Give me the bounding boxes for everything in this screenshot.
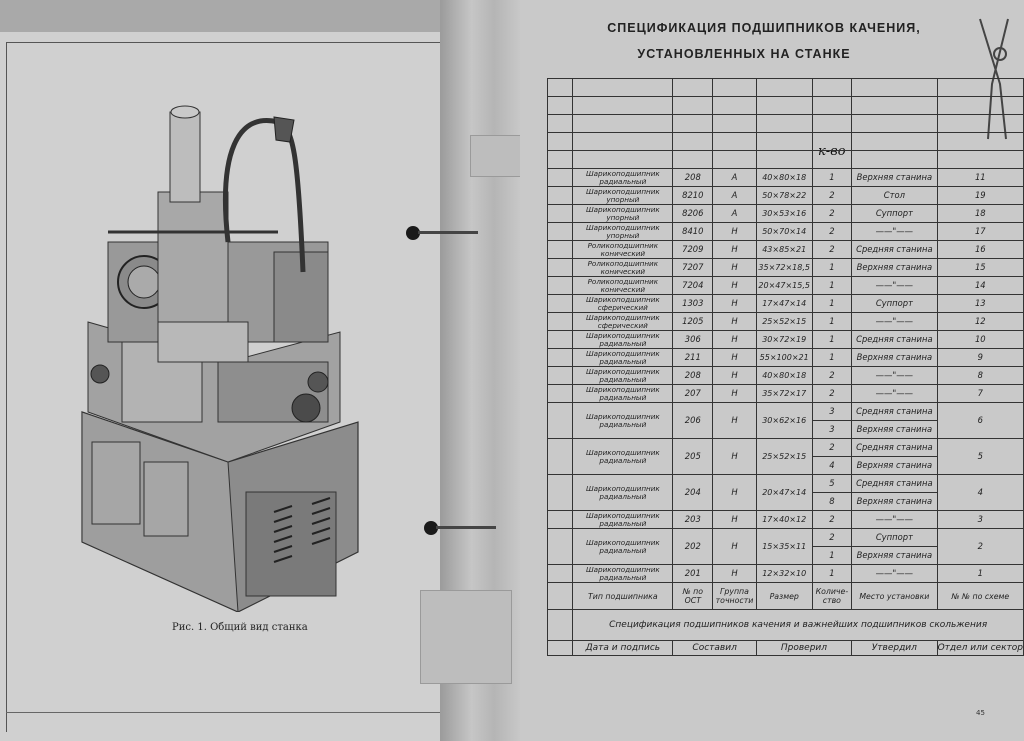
quantity: 2 <box>829 190 835 200</box>
row-margin <box>548 187 573 205</box>
ost-number: 1205 <box>673 313 713 331</box>
accuracy-group: Н <box>713 223 757 241</box>
bearing-type: Роликоподшипник конический <box>573 277 673 295</box>
bearing-type: Шарикоподшипник радиальный <box>573 475 673 511</box>
accuracy-group: Н <box>713 565 757 583</box>
row-margin <box>548 475 573 511</box>
table-row <box>548 511 1024 529</box>
install-place: Верхняя станина <box>852 546 936 564</box>
ost-number: 8410 <box>673 223 713 241</box>
install-place: Средняя станина <box>856 244 933 254</box>
bearing-size: 15×35×11 <box>756 529 812 565</box>
place-cell <box>852 313 937 331</box>
install-place: Верхняя станина <box>856 172 933 182</box>
ost-number: 7207 <box>673 259 713 277</box>
quantity: 2 <box>829 370 835 380</box>
quantity-cell <box>812 511 852 529</box>
bearing-type: Шарикоподшипник радиальный <box>573 385 673 403</box>
ost-number: 8206 <box>673 205 713 223</box>
accuracy-group: Н <box>713 511 757 529</box>
ost-number: 211 <box>673 349 713 367</box>
quantity-cell <box>812 259 852 277</box>
bearing-type: Шарикоподшипник упорный <box>573 205 673 223</box>
row-margin <box>548 529 573 565</box>
table-row <box>548 529 1024 565</box>
bearing-size: 20×47×14 <box>756 475 812 511</box>
ost-number: 202 <box>673 529 713 565</box>
ost-number: 204 <box>673 475 713 511</box>
quantity: 1 <box>829 352 835 362</box>
bearing-size: 55×100×21 <box>756 349 812 367</box>
blank-row <box>548 97 1024 115</box>
quantity: 3 <box>813 420 852 438</box>
machine-illustration <box>78 92 368 612</box>
row-margin <box>548 277 573 295</box>
quantity-cell <box>812 205 852 223</box>
quantity: 2 <box>829 388 835 398</box>
accuracy-group: Н <box>713 403 757 439</box>
accuracy-group: Н <box>713 313 757 331</box>
install-place: ——"—— <box>875 226 914 236</box>
scheme-number: 9 <box>937 349 1023 367</box>
quantity: 1 <box>829 568 835 578</box>
row-margin <box>548 511 573 529</box>
scheme-number: 15 <box>937 259 1023 277</box>
install-place: Верхняя станина <box>852 420 936 438</box>
row-margin <box>548 205 573 223</box>
scheme-number: 3 <box>937 511 1023 529</box>
bearing-size: 40×80×18 <box>756 169 812 187</box>
bearing-size: 17×47×14 <box>756 295 812 313</box>
install-place: ——"—— <box>875 370 914 380</box>
bearing-type: Шарикоподшипник радиальный <box>573 439 673 475</box>
bearing-size: 35×72×18,5 <box>756 259 812 277</box>
quantity-cell <box>812 529 852 565</box>
install-place: Верхняя станина <box>856 262 933 272</box>
bearing-type: Шарикоподшипник радиальный <box>573 169 673 187</box>
header-size: Размер <box>756 583 812 610</box>
accuracy-group: Н <box>713 331 757 349</box>
bearing-type: Роликоподшипник конический <box>573 259 673 277</box>
bearing-size: 25×52×15 <box>756 439 812 475</box>
accuracy-group: Н <box>713 385 757 403</box>
quantity: 5 <box>829 478 835 488</box>
quantity: 1 <box>829 262 835 272</box>
place-cell <box>852 439 937 475</box>
row-margin <box>548 367 573 385</box>
quantity-cell <box>812 223 852 241</box>
accuracy-group: Н <box>713 529 757 565</box>
place-cell <box>852 511 937 529</box>
ost-number: 203 <box>673 511 713 529</box>
blank-row <box>548 79 1024 97</box>
install-place: Суппорт <box>875 532 913 542</box>
place-cell <box>852 223 937 241</box>
scheme-number: 7 <box>937 385 1023 403</box>
sign-checked: Проверил <box>756 641 851 656</box>
scheme-number: 6 <box>937 403 1023 439</box>
page-border <box>6 712 451 713</box>
bearing-size: 43×85×21 <box>756 241 812 259</box>
quantity: 1 <box>829 280 835 290</box>
bearing-size: 35×72×17 <box>756 385 812 403</box>
header-group: Группа точности <box>713 583 757 610</box>
place-cell <box>852 241 937 259</box>
table-row <box>548 475 1024 511</box>
row-margin <box>548 403 573 439</box>
bearing-type: Шарикоподшипник сферический <box>573 295 673 313</box>
bearing-type: Шарикоподшипник радиальный <box>573 331 673 349</box>
table-row <box>548 205 1024 223</box>
scheme-number: 5 <box>937 439 1023 475</box>
bearing-spec-table <box>547 78 1024 656</box>
scheme-number: 1 <box>937 565 1023 583</box>
scheme-number: 17 <box>937 223 1023 241</box>
quantity: 2 <box>829 208 835 218</box>
header-type: Тип подшипника <box>573 583 673 610</box>
table-row <box>548 295 1024 313</box>
quantity-cell <box>812 565 852 583</box>
install-place: Суппорт <box>875 298 913 308</box>
bearing-size: 30×62×16 <box>756 403 812 439</box>
accuracy-group: Н <box>713 241 757 259</box>
scheme-number: 19 <box>937 187 1023 205</box>
accuracy-group: Н <box>713 367 757 385</box>
accuracy-group: А <box>713 205 757 223</box>
binding-cord <box>436 526 496 529</box>
quantity: 2 <box>829 226 835 236</box>
table-row <box>548 367 1024 385</box>
quantity-cell <box>812 241 852 259</box>
quantity: 4 <box>813 456 852 474</box>
place-cell <box>852 367 937 385</box>
place-cell <box>852 187 937 205</box>
bearing-size: 25×52×15 <box>756 313 812 331</box>
table-row <box>548 241 1024 259</box>
figure-caption: Рис. 1. Общий вид станка <box>172 622 308 633</box>
sign-date: Дата и подпись <box>573 641 673 656</box>
scheme-number: 4 <box>937 475 1023 511</box>
quantity-cell <box>812 439 852 475</box>
table-row <box>548 169 1024 187</box>
install-place: Средняя станина <box>856 442 933 452</box>
bearing-type: Шарикоподшипник радиальный <box>573 529 673 565</box>
accuracy-group: Н <box>713 295 757 313</box>
bearing-type: Шарикоподшипник радиальный <box>573 349 673 367</box>
spec-table-body <box>548 79 1024 583</box>
row-margin <box>548 331 573 349</box>
ost-number: 205 <box>673 439 713 475</box>
quantity-cell <box>812 277 852 295</box>
ost-number: 7204 <box>673 277 713 295</box>
scheme-number: 18 <box>937 205 1023 223</box>
place-cell <box>852 205 937 223</box>
place-cell <box>852 475 937 511</box>
page-border <box>6 42 451 43</box>
spec-title-line1: СПЕЦИФИКАЦИЯ ПОДШИПНИКОВ КАЧЕНИЯ, <box>607 21 921 35</box>
quantity: 2 <box>829 442 835 452</box>
install-place: Средняя станина <box>856 334 933 344</box>
bearing-size: 50×70×14 <box>756 223 812 241</box>
scheme-number: 12 <box>937 313 1023 331</box>
table-row <box>548 187 1024 205</box>
place-cell <box>852 331 937 349</box>
row-margin <box>548 223 573 241</box>
row-margin <box>548 565 573 583</box>
scheme-number: 10 <box>937 331 1023 349</box>
accuracy-group: А <box>713 187 757 205</box>
scheme-number: 13 <box>937 295 1023 313</box>
quantity: 1 <box>829 334 835 344</box>
row-margin <box>548 349 573 367</box>
sign-approved: Утвердил <box>852 641 937 656</box>
ost-number: 1303 <box>673 295 713 313</box>
ost-number: 306 <box>673 331 713 349</box>
row-margin <box>548 439 573 475</box>
quantity-cell <box>812 187 852 205</box>
accuracy-group: Н <box>713 439 757 475</box>
place-cell <box>852 403 937 439</box>
quantity: 8 <box>813 492 852 510</box>
quantity-cell <box>812 367 852 385</box>
row-margin <box>548 295 573 313</box>
row-margin <box>548 313 573 331</box>
install-place: ——"—— <box>875 568 914 578</box>
row-margin <box>548 385 573 403</box>
blank-row <box>548 115 1024 133</box>
bearing-type: Шарикоподшипник сферический <box>573 313 673 331</box>
install-place: Верхняя станина <box>856 352 933 362</box>
footer-title: Спецификация подшипников качения и важнейших подшипников скольжения <box>573 610 1024 641</box>
footer-title-row <box>548 610 1024 641</box>
page-number: 45 <box>976 709 985 717</box>
bearing-type: Шарикоподшипник радиальный <box>573 403 673 439</box>
quantity-cell <box>812 475 852 511</box>
install-place: ——"—— <box>875 280 914 290</box>
bearing-type: Шарикоподшипник радиальный <box>573 565 673 583</box>
accuracy-group: Н <box>713 277 757 295</box>
torn-fold <box>420 590 512 684</box>
table-row <box>548 403 1024 439</box>
scheme-number: 11 <box>937 169 1023 187</box>
row-margin <box>548 259 573 277</box>
place-cell <box>852 259 937 277</box>
row-margin <box>548 169 573 187</box>
place-cell <box>852 169 937 187</box>
table-row <box>548 331 1024 349</box>
install-place: ——"—— <box>875 514 914 524</box>
blank-row <box>548 133 1024 151</box>
table-row <box>548 313 1024 331</box>
sign-dept: Отдел или сектор <box>937 641 1023 656</box>
quantity: 1 <box>829 316 835 326</box>
bearing-type: Роликоподшипник конический <box>573 241 673 259</box>
quantity: 2 <box>829 244 835 254</box>
scheme-number: 16 <box>937 241 1023 259</box>
bearing-size: 30×53×16 <box>756 205 812 223</box>
binding-cord <box>418 231 478 234</box>
signature-row <box>548 641 1024 656</box>
quantity: 1 <box>829 298 835 308</box>
table-header-row <box>548 583 1024 610</box>
accuracy-group: А <box>713 169 757 187</box>
table-row <box>548 259 1024 277</box>
place-cell <box>852 295 937 313</box>
place-cell <box>852 565 937 583</box>
header-ost: № по ОСТ <box>673 583 713 610</box>
table-row <box>548 385 1024 403</box>
accuracy-group: Н <box>713 349 757 367</box>
install-place: Суппорт <box>875 208 913 218</box>
bearing-type: Шарикоподшипник радиальный <box>573 511 673 529</box>
place-cell <box>852 277 937 295</box>
blank-row <box>548 151 1024 169</box>
bearing-size: 50×78×22 <box>756 187 812 205</box>
quantity: 1 <box>813 546 852 564</box>
table-row <box>548 277 1024 295</box>
install-place: Верхняя станина <box>852 492 936 510</box>
row-margin <box>548 241 573 259</box>
quantity-cell <box>812 169 852 187</box>
ost-number: 208 <box>673 367 713 385</box>
quantity: 1 <box>829 172 835 182</box>
ost-number: 208 <box>673 169 713 187</box>
bearing-size: 17×40×12 <box>756 511 812 529</box>
place-cell <box>852 349 937 367</box>
bearing-size: 30×72×19 <box>756 331 812 349</box>
quantity-cell <box>812 313 852 331</box>
bearing-type: Шарикоподшипник упорный <box>573 223 673 241</box>
ost-number: 8210 <box>673 187 713 205</box>
place-cell <box>852 385 937 403</box>
install-place: ——"—— <box>875 388 914 398</box>
quantity: 3 <box>829 406 835 416</box>
ost-number: 207 <box>673 385 713 403</box>
header-qty: Количе-ство <box>812 583 852 610</box>
install-place: Стол <box>883 190 905 200</box>
page-border <box>6 42 7 732</box>
bearing-size: 20×47×15,5 <box>756 277 812 295</box>
quantity: 2 <box>829 514 835 524</box>
table-row <box>548 223 1024 241</box>
ost-number: 201 <box>673 565 713 583</box>
install-place: Верхняя станина <box>852 456 936 474</box>
table-row <box>548 349 1024 367</box>
header-place: Место установки <box>852 583 937 610</box>
install-place: Средняя станина <box>856 406 933 416</box>
install-place: ——"—— <box>875 316 914 326</box>
accuracy-group: Н <box>713 259 757 277</box>
spec-table-footer <box>548 583 1024 656</box>
spec-title-line2: УСТАНОВЛЕННЫХ НА СТАНКЕ <box>637 47 851 61</box>
scheme-number: 2 <box>937 529 1023 565</box>
bearing-size: 40×80×18 <box>756 367 812 385</box>
ost-number: 7209 <box>673 241 713 259</box>
quantity-cell <box>812 403 852 439</box>
scheme-number: 14 <box>937 277 1023 295</box>
left-page <box>0 32 458 741</box>
sign-composed: Составил <box>673 641 756 656</box>
table-row <box>548 565 1024 583</box>
quantity-cell <box>812 295 852 313</box>
quantity-cell <box>812 349 852 367</box>
quantity-cell <box>812 385 852 403</box>
handwritten-note: к-во <box>818 144 846 159</box>
quantity: 2 <box>829 532 835 542</box>
bearing-type: Шарикоподшипник упорный <box>573 187 673 205</box>
install-place: Средняя станина <box>856 478 933 488</box>
accuracy-group: Н <box>713 475 757 511</box>
quantity-cell <box>812 331 852 349</box>
scheme-number: 8 <box>937 367 1023 385</box>
bearing-type: Шарикоподшипник радиальный <box>573 367 673 385</box>
header-scheme: № № по схеме <box>937 583 1023 610</box>
bearing-size: 12×32×10 <box>756 565 812 583</box>
table-row <box>548 439 1024 475</box>
ost-number: 206 <box>673 403 713 439</box>
place-cell <box>852 529 937 565</box>
